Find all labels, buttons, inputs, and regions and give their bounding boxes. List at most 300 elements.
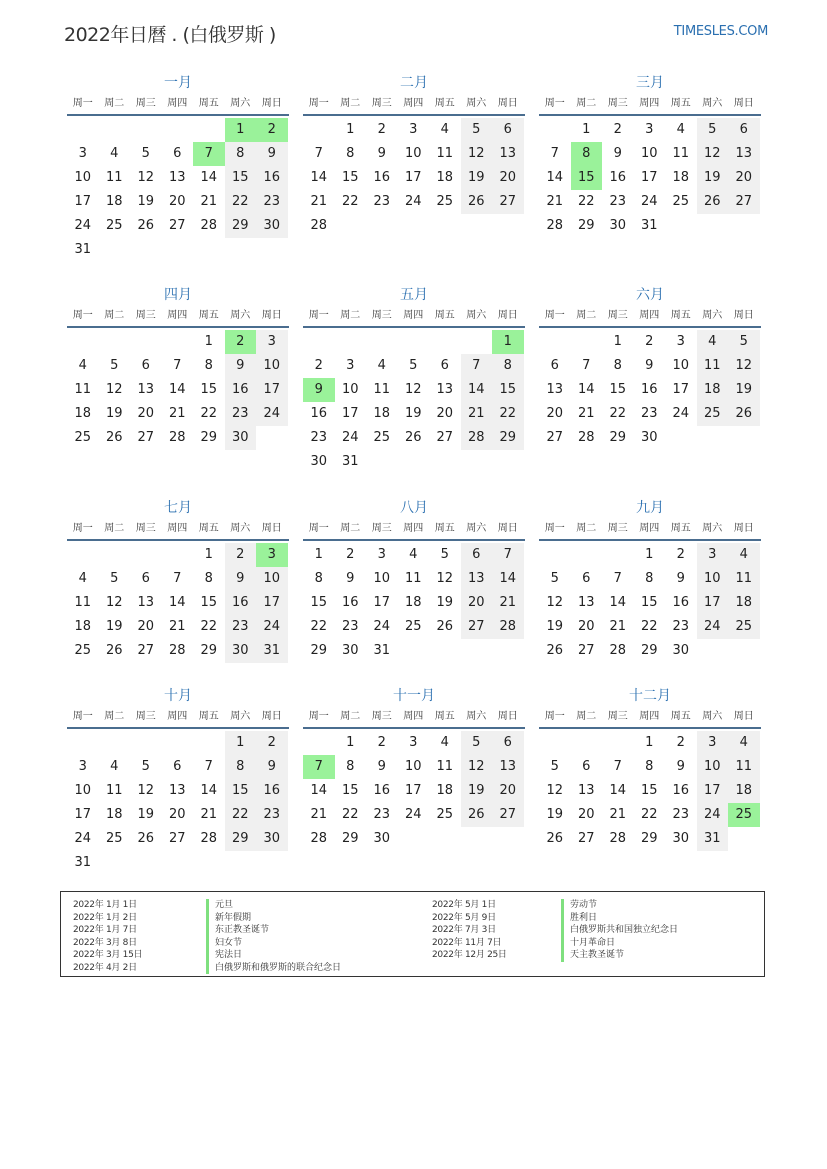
day-grid <box>303 116 525 240</box>
day-cell: 12 <box>436 571 454 586</box>
day-cell: 12 <box>728 354 760 378</box>
day-cell: 8 <box>204 358 213 373</box>
day-cell: 15 <box>310 595 328 610</box>
day-cell: 3 <box>256 543 288 567</box>
day-cell: 11 <box>697 354 729 378</box>
weekday-label: 周三 <box>607 523 628 534</box>
day-cell: 18 <box>436 170 454 185</box>
day-cell: 19 <box>697 166 729 190</box>
weekday-label: 周三 <box>607 711 628 722</box>
day-cell: 21 <box>546 194 564 209</box>
weekday-label: 周日 <box>261 310 282 321</box>
day-cell: 26 <box>137 218 155 233</box>
day-cell: 5 <box>728 330 760 354</box>
day-cell: 21 <box>609 619 627 634</box>
weekday-header <box>67 94 289 116</box>
day-cell: 31 <box>341 454 359 469</box>
day-cell: 3 <box>409 735 418 750</box>
day-cell: 27 <box>546 430 564 445</box>
holiday-date: 2022年 4月 2日 <box>73 962 137 973</box>
day-cell: 15 <box>225 779 257 803</box>
day-cell: 19 <box>461 779 493 803</box>
weekday-header <box>303 519 525 541</box>
weekday-label: 周日 <box>497 523 518 534</box>
day-cell: 23 <box>225 402 257 426</box>
day-cell: 29 <box>225 827 257 851</box>
day-cell: 24 <box>697 615 729 639</box>
day-cell: 16 <box>256 779 288 803</box>
day-cell: 28 <box>577 430 595 445</box>
weekday-label: 周四 <box>639 523 660 534</box>
weekday-label: 周三 <box>607 98 628 109</box>
day-cell: 25 <box>672 194 690 209</box>
day-cell: 7 <box>613 759 622 774</box>
day-cell: 5 <box>110 571 119 586</box>
day-cell: 24 <box>404 194 422 209</box>
day-cell: 27 <box>137 430 155 445</box>
weekday-label: 周五 <box>198 98 219 109</box>
day-cell: 8 <box>645 571 654 586</box>
day-cell: 26 <box>697 190 729 214</box>
day-cell: 26 <box>105 430 123 445</box>
day-cell: 13 <box>492 142 524 166</box>
day-cell: 21 <box>577 406 595 421</box>
holiday-date: 2022年 3月 15日 <box>73 950 143 960</box>
day-cell: 13 <box>436 382 454 397</box>
day-cell: 23 <box>672 619 690 634</box>
day-cell: 15 <box>341 170 359 185</box>
day-cell: 2 <box>377 735 386 750</box>
day-cell: 23 <box>256 190 288 214</box>
day-cell: 18 <box>436 783 454 798</box>
holiday-name: 胜利日 <box>561 912 597 925</box>
day-cell: 25 <box>105 831 123 846</box>
day-cell: 17 <box>640 170 658 185</box>
weekday-label: 周五 <box>670 310 691 321</box>
weekday-label: 周四 <box>639 711 660 722</box>
day-cell: 15 <box>609 382 627 397</box>
day-cell: 3 <box>645 122 654 137</box>
day-cell: 12 <box>105 595 123 610</box>
day-cell: 25 <box>74 430 92 445</box>
month-7 <box>67 497 289 665</box>
weekday-label: 周日 <box>733 523 754 534</box>
day-cell: 13 <box>728 142 760 166</box>
day-cell: 31 <box>74 855 92 870</box>
day-cell: 17 <box>256 591 288 615</box>
day-cell: 17 <box>74 807 92 822</box>
day-cell: 18 <box>728 779 760 803</box>
day-cell: 21 <box>609 807 627 822</box>
weekday-label: 周日 <box>733 711 754 722</box>
month-name: 十二月 <box>629 688 671 704</box>
day-cell: 11 <box>74 595 92 610</box>
day-cell: 2 <box>346 547 355 562</box>
weekday-label: 周二 <box>340 310 361 321</box>
weekday-label: 周日 <box>261 98 282 109</box>
day-cell: 30 <box>609 218 627 233</box>
weekday-label: 周一 <box>72 523 93 534</box>
day-cell: 2 <box>256 118 288 142</box>
day-cell: 5 <box>440 547 449 562</box>
day-cell: 11 <box>672 146 690 161</box>
weekday-label: 周六 <box>230 711 251 722</box>
weekday-label: 周三 <box>371 98 392 109</box>
day-cell: 11 <box>105 170 123 185</box>
day-cell: 3 <box>377 547 386 562</box>
day-cell: 14 <box>577 382 595 397</box>
day-cell: 27 <box>728 190 760 214</box>
day-cell: 23 <box>672 807 690 822</box>
weekday-label: 周五 <box>670 711 691 722</box>
weekday-label: 周二 <box>104 98 125 109</box>
day-cell: 23 <box>310 430 328 445</box>
day-cell: 17 <box>74 194 92 209</box>
weekday-label: 周五 <box>434 98 455 109</box>
day-cell: 24 <box>373 619 391 634</box>
weekday-label: 周六 <box>702 98 723 109</box>
day-cell: 27 <box>436 430 454 445</box>
weekday-label: 周一 <box>544 711 565 722</box>
day-cell: 10 <box>74 170 92 185</box>
month-name: 六月 <box>636 287 664 303</box>
day-cell: 16 <box>373 170 391 185</box>
day-cell: 15 <box>640 595 658 610</box>
day-cell: 20 <box>492 166 524 190</box>
day-cell: 20 <box>168 194 186 209</box>
day-cell: 4 <box>78 571 87 586</box>
day-cell: 31 <box>74 242 92 257</box>
day-cell: 21 <box>492 591 524 615</box>
weekday-header <box>539 519 761 541</box>
month-11 <box>303 685 525 853</box>
day-cell: 23 <box>225 615 257 639</box>
weekday-label: 周四 <box>403 711 424 722</box>
day-cell: 11 <box>404 571 422 586</box>
day-cell: 21 <box>461 402 493 426</box>
day-cell: 29 <box>200 643 218 658</box>
day-cell: 16 <box>640 382 658 397</box>
day-cell: 17 <box>256 378 288 402</box>
day-cell: 2 <box>676 547 685 562</box>
day-cell: 24 <box>697 803 729 827</box>
holiday-date: 2022年 5月 1日 <box>432 900 496 910</box>
day-cell: 31 <box>697 827 729 851</box>
day-cell: 23 <box>341 619 359 634</box>
day-cell: 27 <box>137 643 155 658</box>
weekday-label: 周四 <box>639 98 660 109</box>
weekday-label: 周五 <box>434 523 455 534</box>
weekday-label: 周五 <box>670 98 691 109</box>
day-grid <box>67 541 289 665</box>
day-cell: 6 <box>492 118 524 142</box>
day-cell: 7 <box>173 571 182 586</box>
day-cell: 1 <box>225 118 257 142</box>
day-cell: 10 <box>404 146 422 161</box>
day-cell: 17 <box>697 779 729 803</box>
day-cell: 30 <box>341 643 359 658</box>
day-cell: 10 <box>697 567 729 591</box>
day-cell: 4 <box>110 146 119 161</box>
day-cell: 24 <box>256 615 288 639</box>
day-cell: 23 <box>256 803 288 827</box>
holiday-date: 2022年 3月 8日 <box>73 937 137 948</box>
weekday-label: 周二 <box>340 98 361 109</box>
day-cell: 17 <box>697 591 729 615</box>
day-cell: 7 <box>314 146 323 161</box>
day-grid <box>539 328 761 452</box>
day-cell: 10 <box>404 759 422 774</box>
day-cell: 6 <box>550 358 559 373</box>
month-name: 三月 <box>636 75 664 91</box>
weekday-header <box>67 707 289 729</box>
day-cell: 21 <box>310 807 328 822</box>
weekday-label: 周一 <box>544 523 565 534</box>
weekday-label: 周四 <box>403 310 424 321</box>
weekday-label: 周二 <box>104 523 125 534</box>
weekday-header <box>67 519 289 541</box>
weekday-label: 周日 <box>497 310 518 321</box>
month-name: 五月 <box>400 287 428 303</box>
day-cell: 11 <box>728 567 760 591</box>
day-cell: 4 <box>676 122 685 137</box>
weekday-label: 周四 <box>639 310 660 321</box>
day-cell: 8 <box>314 571 323 586</box>
day-cell: 4 <box>697 330 729 354</box>
day-cell: 16 <box>373 783 391 798</box>
day-cell: 7 <box>461 354 493 378</box>
day-cell: 8 <box>346 759 355 774</box>
day-cell: 12 <box>404 382 422 397</box>
day-cell: 5 <box>110 358 119 373</box>
day-cell: 29 <box>640 643 658 658</box>
day-cell: 16 <box>672 595 690 610</box>
day-cell: 6 <box>582 759 591 774</box>
day-cell: 14 <box>200 170 218 185</box>
day-cell: 3 <box>409 122 418 137</box>
holiday-date: 2022年 5月 9日 <box>432 912 496 923</box>
day-cell: 10 <box>256 354 288 378</box>
holiday-date: 2022年 7月 3日 <box>432 925 496 935</box>
day-cell: 8 <box>571 142 603 166</box>
holiday-name: 劳动节 <box>561 899 597 912</box>
weekday-label: 周六 <box>230 523 251 534</box>
day-cell: 29 <box>341 831 359 846</box>
day-cell: 12 <box>137 170 155 185</box>
weekday-label: 周二 <box>576 523 597 534</box>
day-cell: 21 <box>168 406 186 421</box>
day-cell: 30 <box>225 426 257 450</box>
month-5 <box>303 284 525 476</box>
weekday-label: 周六 <box>230 310 251 321</box>
day-cell: 6 <box>440 358 449 373</box>
day-cell: 11 <box>105 783 123 798</box>
day-cell: 27 <box>577 643 595 658</box>
day-cell: 5 <box>461 731 493 755</box>
day-cell: 9 <box>225 567 257 591</box>
day-grid <box>303 541 525 665</box>
weekday-label: 周二 <box>340 711 361 722</box>
day-cell: 1 <box>645 735 654 750</box>
day-cell: 18 <box>697 378 729 402</box>
day-cell: 12 <box>461 755 493 779</box>
day-cell: 24 <box>672 406 690 421</box>
day-cell: 12 <box>137 783 155 798</box>
day-grid <box>303 328 525 476</box>
holiday-name: 东正教圣诞节 <box>206 924 269 937</box>
holiday-name: 元旦 <box>206 899 233 912</box>
holiday-date: 2022年 1月 7日 <box>73 925 137 935</box>
day-cell: 18 <box>404 595 422 610</box>
day-cell: 29 <box>200 430 218 445</box>
day-cell: 26 <box>546 831 564 846</box>
day-cell: 16 <box>256 166 288 190</box>
weekday-label: 周二 <box>104 711 125 722</box>
day-grid <box>67 116 289 264</box>
day-cell: 6 <box>141 571 150 586</box>
day-cell: 26 <box>436 619 454 634</box>
day-cell: 17 <box>341 406 359 421</box>
day-cell: 5 <box>550 759 559 774</box>
day-cell: 10 <box>341 382 359 397</box>
day-cell: 1 <box>613 334 622 349</box>
weekday-header <box>303 707 525 729</box>
holiday-date: 2022年 11月 7日 <box>432 937 502 948</box>
day-cell: 5 <box>550 571 559 586</box>
month-8 <box>303 497 525 665</box>
holiday-date: 2022年 1月 1日 <box>73 900 137 910</box>
day-cell: 4 <box>728 543 760 567</box>
day-cell: 9 <box>256 755 288 779</box>
site-name[interactable]: TIMESLES.COM <box>673 24 768 39</box>
day-cell: 7 <box>613 571 622 586</box>
day-cell: 6 <box>173 146 182 161</box>
day-cell: 23 <box>609 194 627 209</box>
day-cell: 6 <box>582 571 591 586</box>
day-cell: 19 <box>546 807 564 822</box>
holiday-date: 2022年 12月 25日 <box>432 950 507 960</box>
day-cell: 13 <box>546 382 564 397</box>
day-cell: 13 <box>461 567 493 591</box>
day-cell: 27 <box>492 190 524 214</box>
month-name: 十月 <box>164 688 192 704</box>
day-cell: 5 <box>141 146 150 161</box>
day-cell: 30 <box>256 214 288 238</box>
day-cell: 18 <box>728 591 760 615</box>
weekday-label: 周五 <box>198 310 219 321</box>
day-cell: 27 <box>461 615 493 639</box>
day-cell: 11 <box>728 755 760 779</box>
weekday-header <box>539 306 761 328</box>
day-cell: 30 <box>672 831 690 846</box>
day-cell: 5 <box>141 759 150 774</box>
day-cell: 20 <box>577 807 595 822</box>
day-cell: 28 <box>168 430 186 445</box>
month-name: 二月 <box>400 75 428 91</box>
day-cell: 25 <box>728 803 760 827</box>
weekday-label: 周六 <box>466 98 487 109</box>
day-cell: 15 <box>200 382 218 397</box>
day-cell: 22 <box>341 807 359 822</box>
day-cell: 15 <box>492 378 524 402</box>
day-cell: 15 <box>571 166 603 190</box>
day-cell: 7 <box>582 358 591 373</box>
day-cell: 25 <box>436 807 454 822</box>
day-cell: 28 <box>310 218 328 233</box>
day-cell: 2 <box>256 731 288 755</box>
day-cell: 1 <box>204 547 213 562</box>
weekday-label: 周二 <box>104 310 125 321</box>
day-cell: 1 <box>346 122 355 137</box>
day-cell: 18 <box>105 807 123 822</box>
day-cell: 8 <box>492 354 524 378</box>
holiday-name: 妇女节 <box>206 937 242 950</box>
month-name: 四月 <box>164 287 192 303</box>
day-cell: 14 <box>168 595 186 610</box>
weekday-label: 周日 <box>261 711 282 722</box>
day-cell: 18 <box>74 619 92 634</box>
day-cell: 12 <box>697 142 729 166</box>
day-cell: 4 <box>110 759 119 774</box>
day-cell: 29 <box>225 214 257 238</box>
weekday-label: 周一 <box>544 310 565 321</box>
day-cell: 11 <box>74 382 92 397</box>
day-cell: 26 <box>546 643 564 658</box>
day-cell: 20 <box>728 166 760 190</box>
day-cell: 22 <box>310 619 328 634</box>
weekday-header <box>303 306 525 328</box>
day-cell: 29 <box>310 643 328 658</box>
day-cell: 28 <box>546 218 564 233</box>
day-cell: 9 <box>256 142 288 166</box>
weekday-label: 周日 <box>733 310 754 321</box>
month-10 <box>67 685 289 877</box>
day-cell: 7 <box>303 755 335 779</box>
day-cell: 22 <box>492 402 524 426</box>
day-cell: 2 <box>377 122 386 137</box>
weekday-label: 周五 <box>434 711 455 722</box>
day-cell: 9 <box>225 354 257 378</box>
weekday-label: 周三 <box>135 711 156 722</box>
day-cell: 28 <box>168 643 186 658</box>
day-cell: 23 <box>640 406 658 421</box>
day-cell: 25 <box>373 430 391 445</box>
month-9 <box>539 497 761 665</box>
day-cell: 13 <box>137 382 155 397</box>
day-cell: 10 <box>697 755 729 779</box>
month-name: 八月 <box>400 500 428 516</box>
day-cell: 14 <box>546 170 564 185</box>
weekday-label: 周三 <box>607 310 628 321</box>
day-cell: 31 <box>373 643 391 658</box>
day-cell: 21 <box>168 619 186 634</box>
weekday-label: 周五 <box>670 523 691 534</box>
day-cell: 28 <box>200 831 218 846</box>
day-cell: 30 <box>640 430 658 445</box>
page-title: 2022年日曆 . (白俄罗斯 ) <box>64 24 276 46</box>
day-cell: 7 <box>193 142 225 166</box>
weekday-label: 周六 <box>702 523 723 534</box>
day-cell: 19 <box>105 406 123 421</box>
day-cell: 25 <box>728 615 760 639</box>
day-cell: 27 <box>492 803 524 827</box>
day-cell: 16 <box>672 783 690 798</box>
day-cell: 13 <box>577 783 595 798</box>
weekday-label: 周日 <box>497 98 518 109</box>
day-grid <box>67 328 289 452</box>
weekday-label: 周六 <box>466 523 487 534</box>
weekday-label: 周二 <box>576 711 597 722</box>
